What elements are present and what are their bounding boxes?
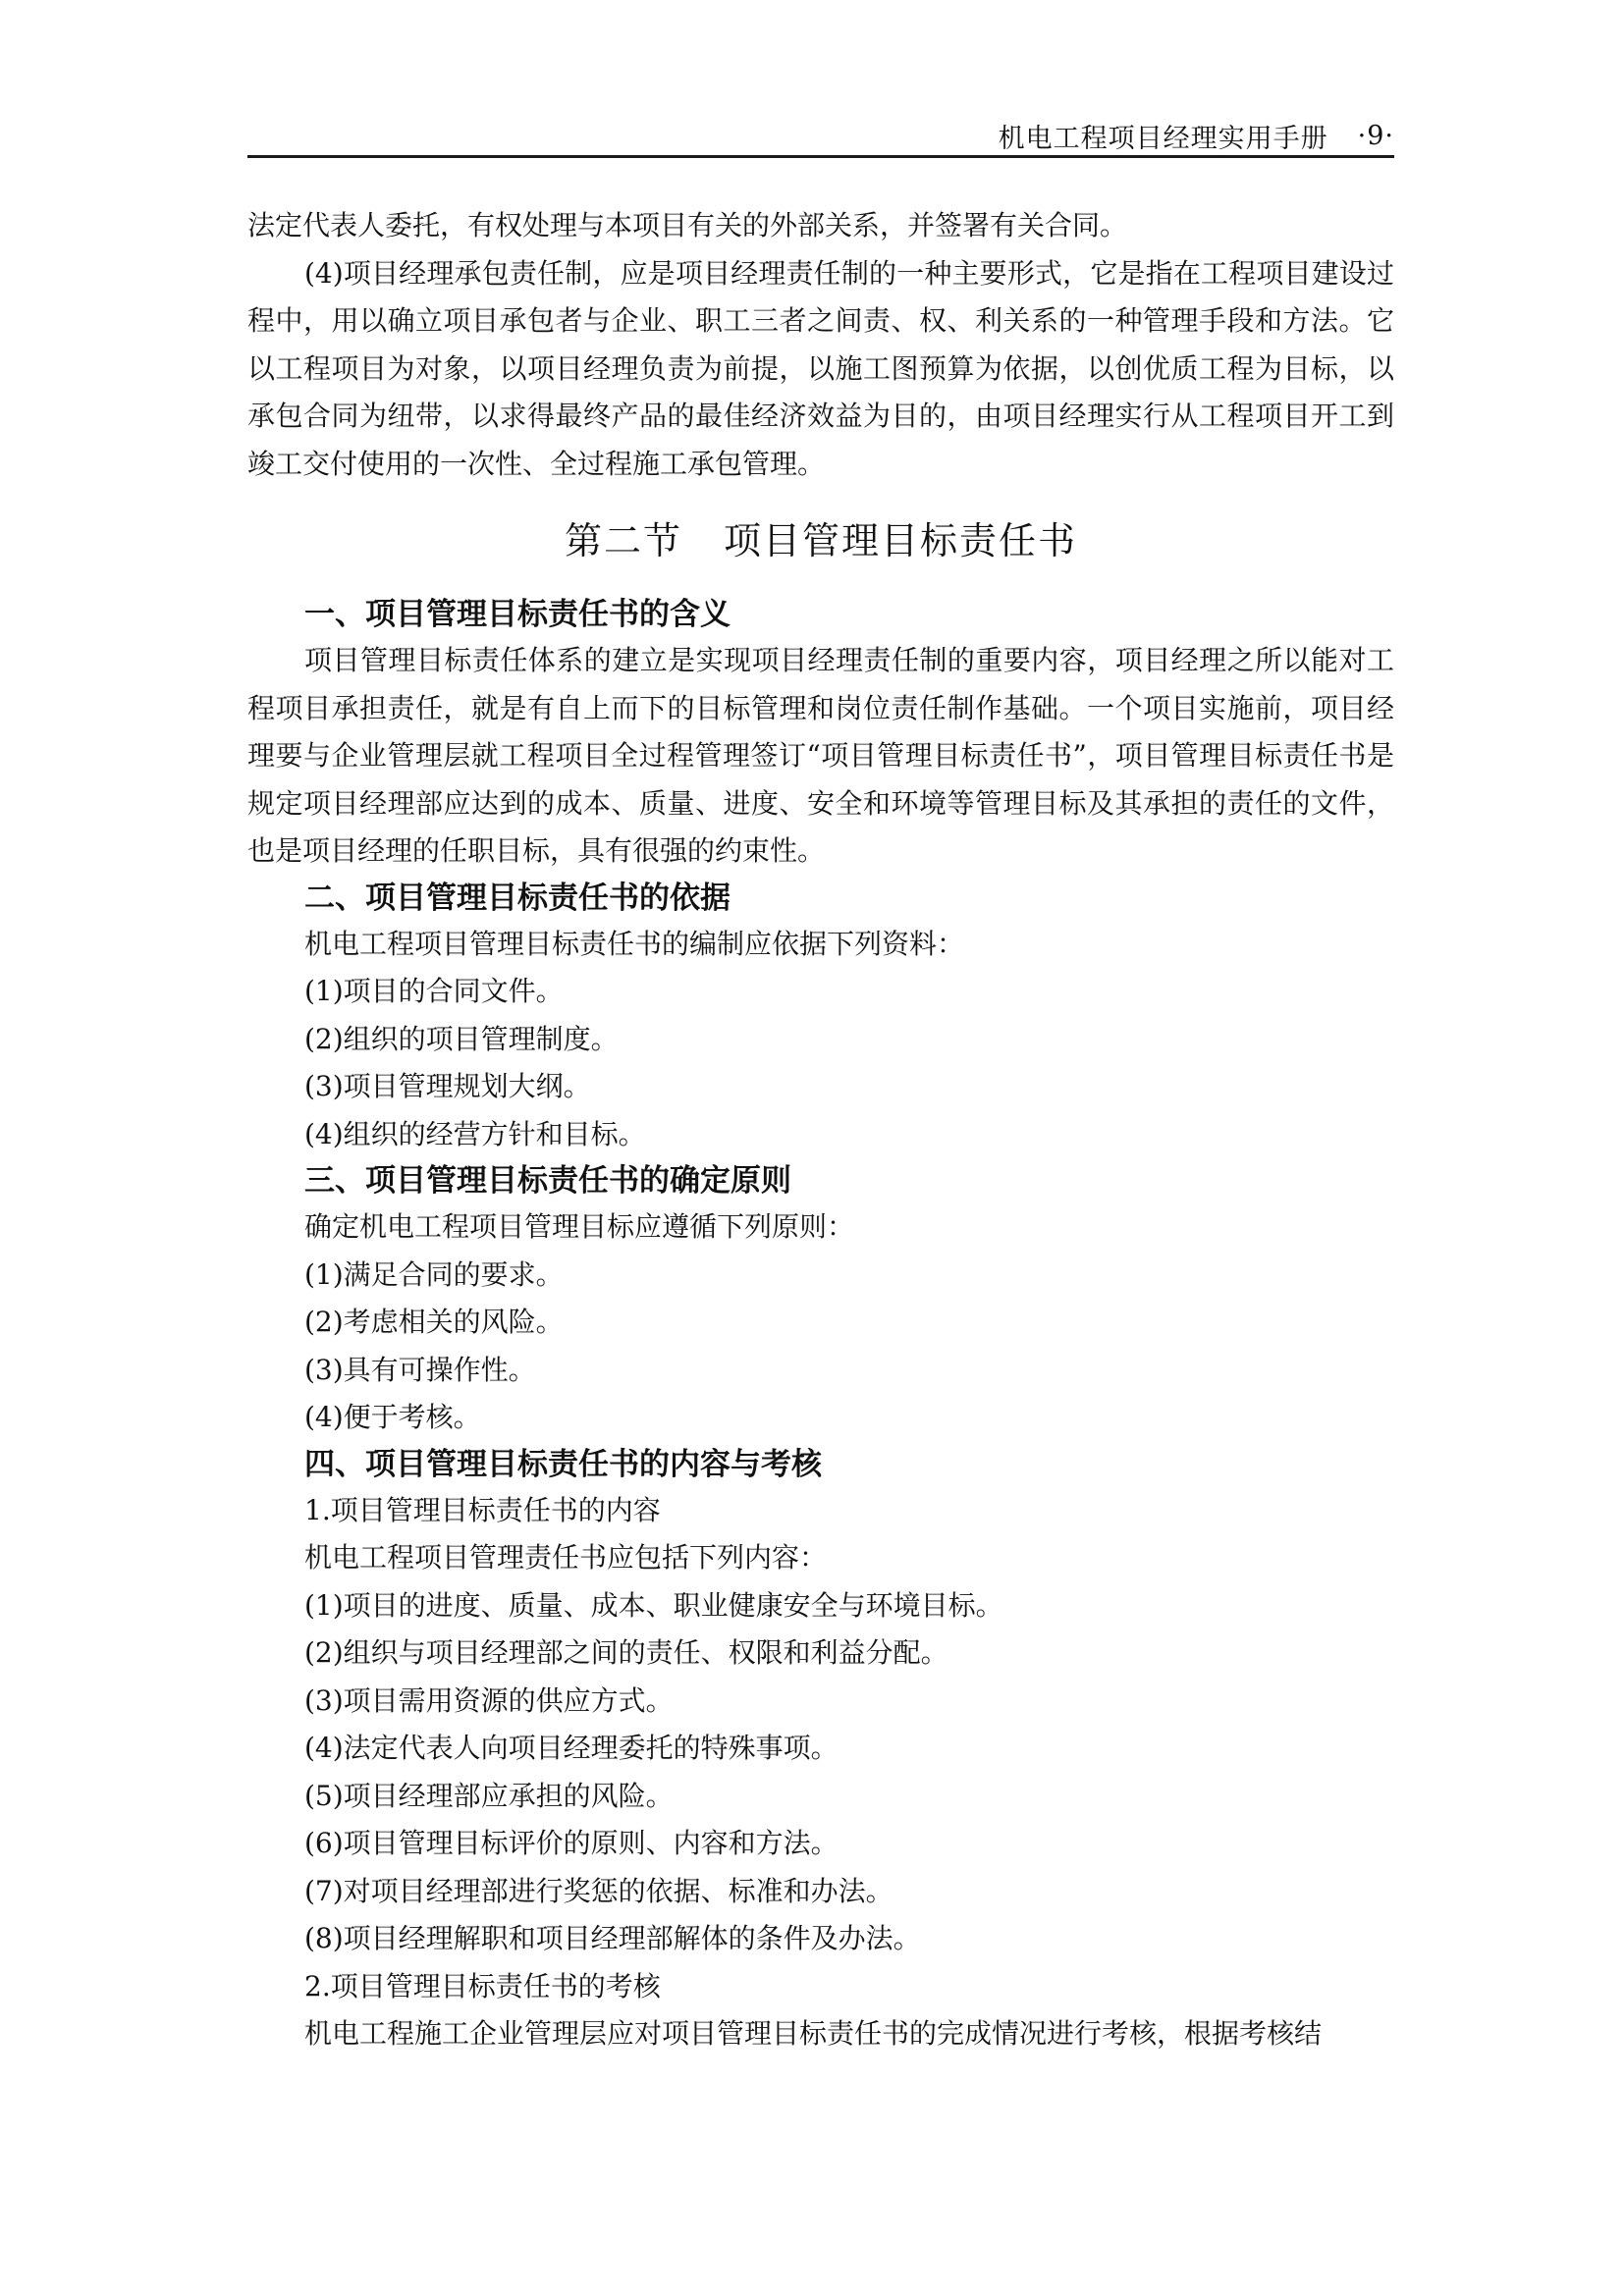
page-body (247, 202, 1394, 2058)
list-item: (6)项目管理目标评价的原则、内容和方法。 (304, 1827, 839, 1859)
list-item: (2)考虑相关的风险。 (304, 1306, 564, 1338)
section-title (247, 511, 1394, 570)
list-item: (2)组织与项目经理部之间的责任、权限和利益分配。 (304, 1636, 948, 1669)
list-item: (1)项目的进度、质量、成本、职业健康安全与环境目标。 (304, 1588, 1003, 1622)
list-item: (4)组织的经营方针和目标。 (304, 1117, 646, 1150)
list-item: (4)法定代表人向项目经理委托的特殊事项。 (304, 1732, 839, 1764)
subheading-content: 1.项目管理目标责任书的内容 (304, 1493, 661, 1526)
list-item: (8)项目经理解职和项目经理部解体的条件及办法。 (304, 1922, 921, 1954)
page-number: ·9· (1357, 120, 1394, 151)
running-header (247, 116, 1394, 158)
list-item: (3)项目需用资源的供应方式。 (304, 1683, 674, 1717)
heading-basis: 二、项目管理目标责任书的依据 (304, 880, 731, 916)
principles-intro: 确定机电工程项目管理目标应遵循下列原则： (304, 1210, 855, 1243)
basis-intro: 机电工程项目管理目标责任书的编制应依据下列资料： (304, 927, 965, 960)
content-intro: 机电工程项目管理责任书应包括下列内容： (304, 1541, 828, 1574)
list-item: (3)具有可操作性。 (304, 1353, 536, 1386)
heading-meaning: 一、项目管理目标责任书的含义 (304, 597, 731, 632)
list-item: (1)项目的合同文件。 (304, 975, 564, 1007)
list-item: (3)项目管理规划大纲。 (304, 1070, 591, 1102)
section-name: 项目管理目标责任书 (724, 519, 1078, 562)
section-number: 第二节 (564, 519, 682, 562)
heading-content-assessment: 四、项目管理目标责任书的内容与考核 (304, 1446, 822, 1482)
list-item: (4)便于考核。 (304, 1401, 481, 1433)
paragraph-item-4: (4)项目经理承包责任制，应是项目经理责任制的一种主要形式，它是指在工程项目建设过程中，用以确立项目承包者与企业、职工三者之间责、权、利关系的一种管理手段和方法。它以工程项目为对象，以项目经理负责为前提，以施工图预算为依据，以创优质工程为目标，以承包合同为纽带，以求得最终产品的最佳经济效益为目的，由项目经理实行从工程项目开工到竣工交付使用的一次性、全过程施工承包管理。 (247, 256, 1394, 480)
list-item: (2)组织的项目管理制度。 (304, 1022, 619, 1055)
subheading-assessment: 2.项目管理目标责任书的考核 (304, 1969, 661, 2002)
assessment-text: 机电工程施工企业管理层应对项目管理目标责任书的完成情况进行考核，根据考核结 (304, 2017, 1323, 2050)
book-title: 机电工程项目经理实用手册 (998, 123, 1328, 154)
heading-principles: 三、项目管理目标责任书的确定原则 (304, 1163, 791, 1199)
list-item: (5)项目经理部应承担的风险。 (304, 1779, 674, 1812)
list-item: (7)对项目经理部进行奖惩的依据、标准和办法。 (304, 1874, 893, 1907)
continuation-paragraph: 法定代表人委托，有权处理与本项目有关的外部关系，并签署有关合同。 (247, 209, 1128, 241)
meaning-paragraph: 项目管理目标责任体系的建立是实现项目经理责任制的重要内容，项目经理之所以能对工程项目承担责任，就是有自上而下的目标管理和岗位责任制作基础。一个项目实施前，项目经理要与企业管理层就工程项目全过程管理签订“项目管理目标责任书”，项目管理目标责任书是规定项目经理部应达到的成本、质量、进度、安全和环境等管理目标及其承担的责任的文件，也是项目经理的任职目标，具有很强的约束性。 (247, 644, 1394, 867)
list-item: (1)满足合同的要求。 (304, 1257, 564, 1291)
